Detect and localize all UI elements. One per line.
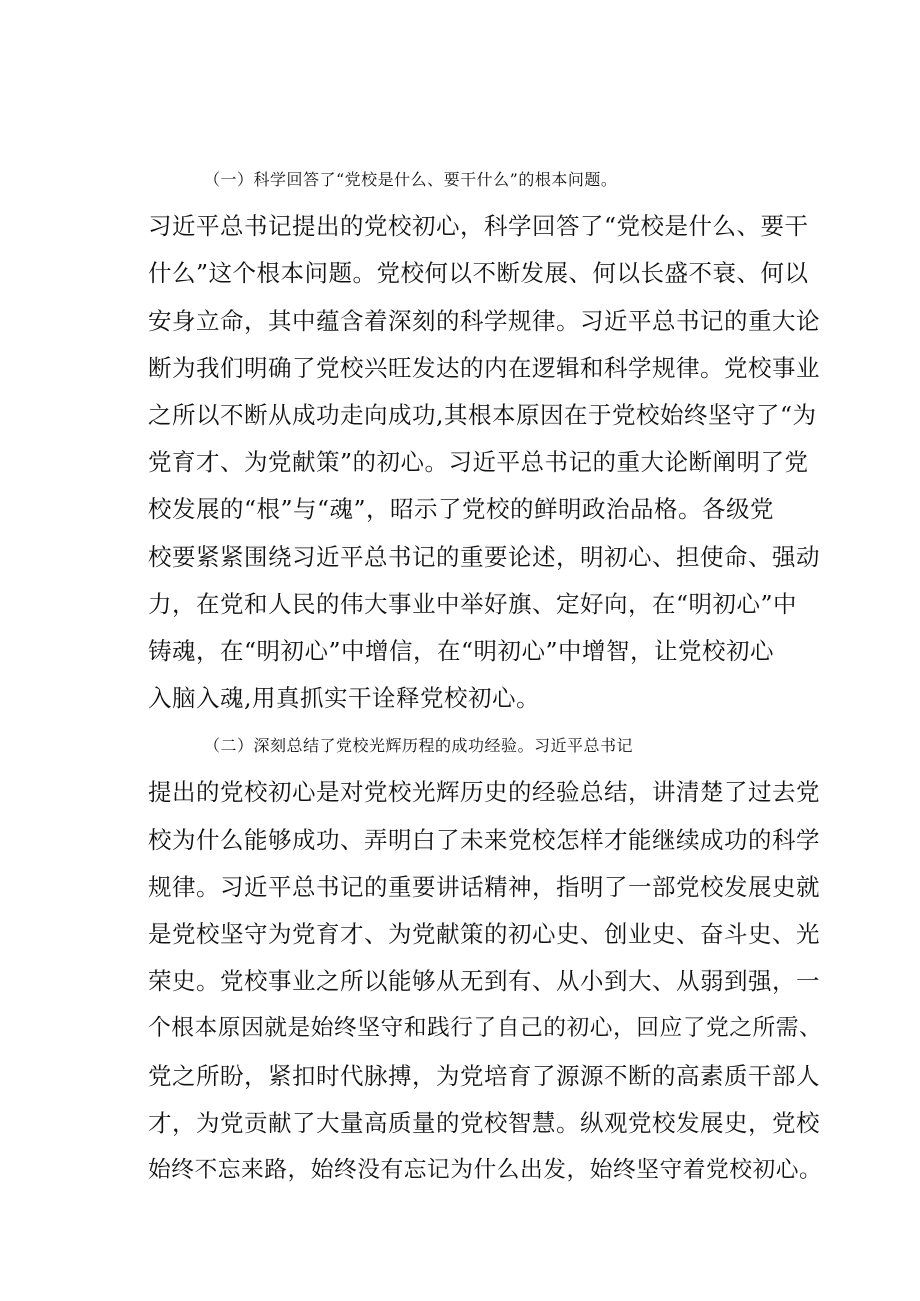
paragraph-2-line-6: 荣史。党校事业之所以能够从无到有、从小到大、从弱到强，一 <box>148 967 820 996</box>
paragraph-1-line-11: 铸魂，在“明初心”中增信，在“明初心”中增智，让党校初心 <box>148 636 775 665</box>
paragraph-1-line-1: （一）科学回答了“党校是什么、要干什么”的根本问题。 <box>204 170 618 189</box>
paragraph-2-line-10: 始终不忘来路，始终没有忘记为什么出发，始终坚守着党校初心。 <box>148 1156 823 1183</box>
paragraph-2-line-1: （二）深刻总结了党校光辉历程的成功经验。习近平总书记 <box>204 736 634 756</box>
paragraph-2 <box>148 722 828 1194</box>
paragraph-1-line-5: 断为我们明确了党校兴旺发达的内在逻辑和科学规律。党校事业 <box>148 353 820 382</box>
paragraph-2-line-4: 规律。习近平总书记的重要讲话精神，指明了一部党校发展史就 <box>148 872 820 901</box>
paragraph-1-line-2: 习近平总书记提出的党校初心，科学回答了“党校是什么、要干 <box>148 212 809 241</box>
paragraph-1-line-4: 安身立命，其中蕴含着深刻的科学规律。习近平总书记的重大论 <box>148 306 820 335</box>
paragraph-2-line-7: 个根本原因就是始终坚守和践行了自己的初心，回应了党之所需、 <box>148 1015 823 1042</box>
paragraph-1-line-3: 什么”这个根本问题。党校何以不断发展、何以长盛不衰、何以 <box>148 259 809 288</box>
paragraph-2-line-8: 党之所盼，紧扣时代脉搏，为党培育了源源不断的高素质干部人 <box>148 1061 820 1090</box>
paragraph-2-line-5: 是党校坚守为党育才、为党献策的初心史、创业史、奋斗史、光 <box>148 920 820 948</box>
paragraph-1-line-8: 校发展的“根”与“魂”，昭示了党校的鲜明政治品格。各级党 <box>148 495 775 524</box>
paragraph-1-line-7: 党育才、为党献策”的初心。习近平总书记的重大论断阐明了党 <box>148 448 809 477</box>
paragraph-2-line-2: 提出的党校初心是对党校光辉历史的经验总结，讲清楚了过去党 <box>148 778 820 807</box>
paragraph-1-line-9: 校要紧紧围绕习近平总书记的重要论述，明初心、担使命、强动 <box>148 542 820 571</box>
paragraph-1-line-12: 入脑入魂,用真抓实干诠释党校初心。 <box>148 684 540 713</box>
paragraph-1-line-6: 之所以不断从成功走向成功,其根本原因在于党校始终坚守了“为 <box>148 400 817 429</box>
paragraph-1-line-10: 力，在党和人民的伟大事业中举好旗、定好向，在“明初心”中 <box>148 589 798 618</box>
paragraph-2-line-3: 校为什么能够成功、弄明白了未来党校怎样才能继续成功的科学 <box>148 825 820 854</box>
paragraph-2-line-9: 才，为党贡献了大量高质量的党校智慧。纵观党校发展史，党校 <box>148 1108 820 1137</box>
paragraph-1 <box>148 156 828 722</box>
document-body <box>148 156 828 1194</box>
